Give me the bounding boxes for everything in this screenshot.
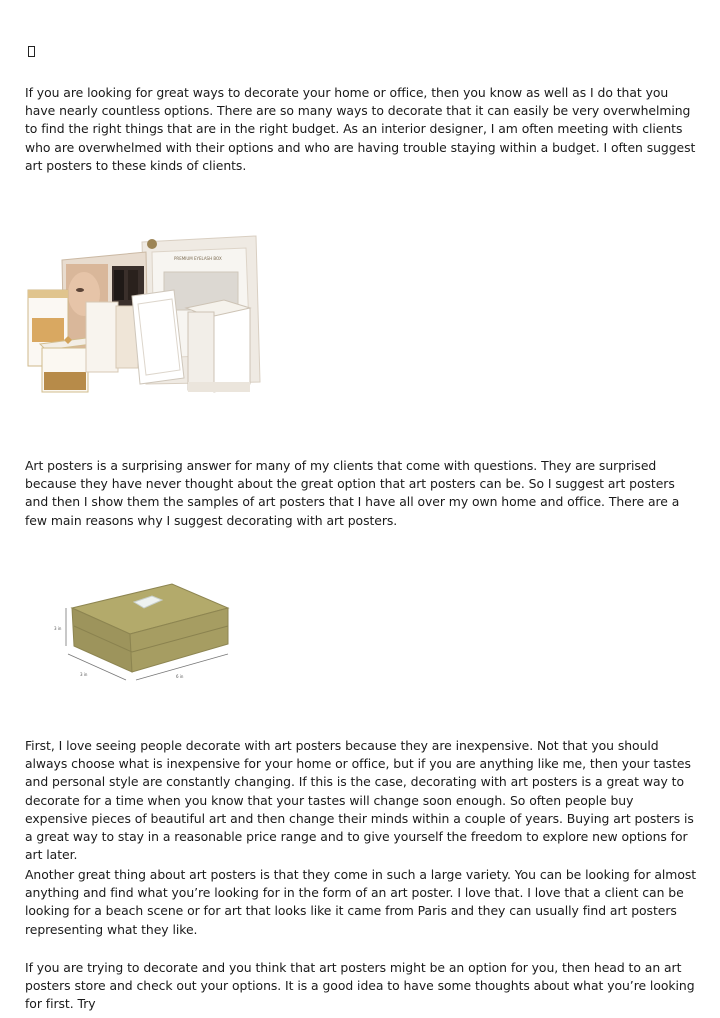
paragraph-intro: If you are looking for great ways to decorate your home or office, then you know as well as I do that you have nearly countless options. There are so many ways to decorate that it can easily be very overwhelming to find the right things that are in the right budget. As an interior designer, I am often meeting with clients who are overwhelmed with their options and who are having trouble staying within a budget. I often suggest art posters to these kinds of clients. bbox=[25, 85, 696, 173]
box-label-text: PREMIUM EYELASH BOX bbox=[174, 256, 222, 261]
missing-glyph-icon bbox=[28, 46, 35, 57]
cosmetic-packaging-boxes-photo bbox=[24, 232, 264, 400]
paragraph-store-advice: If you are trying to decorate and you think that art posters might be an option for you, then head to an art posters store and check out your options. It is a good idea to have some thoughts about what you’re looking for first. Try bbox=[25, 960, 695, 1012]
dimension-height-label: 3 in bbox=[54, 626, 62, 631]
paragraph-inexpensive: First, I love seeing people decorate with art posters because they are inexpensive. Not that you should always choose what is inexpensive for your home or office, but if you are anything like me, then your tastes and personal style are constantly changing. If this is the case, decorating with art posters is a great way to decorate for a time when you know that your tastes will change soon enough. So often people buy expensive pieces of beautiful art and then change their minds within a couple of years. Buying art posters is a great way to stay in a reasonable price range and to give yourself the freedom to explore new options for art later. bbox=[25, 738, 694, 863]
paragraph-variety: Another great thing about art posters is that they come in such a large variety. You can be looking for almost anything and find what you’re looking for in the form of an art poster. I love that. I love that a client can be looking for a beach scene or for art that looks like it came from Paris and they can usually find art posters representing what they like. bbox=[25, 867, 697, 937]
paragraph-surprising-answer: Art posters is a surprising answer for many of my clients that come with questions. They are surprised because they have never thought about the great option that art posters can be. So I suggest art posters and then I show them the samples of art posters that I have all over my own home and office. There are a few main reasons why I suggest decorating with art posters. bbox=[25, 458, 680, 528]
dimension-width-label: 3 in bbox=[80, 672, 88, 677]
kraft-box-dimension-diagram bbox=[54, 578, 234, 690]
dimension-length-label: 6 in bbox=[176, 674, 184, 679]
